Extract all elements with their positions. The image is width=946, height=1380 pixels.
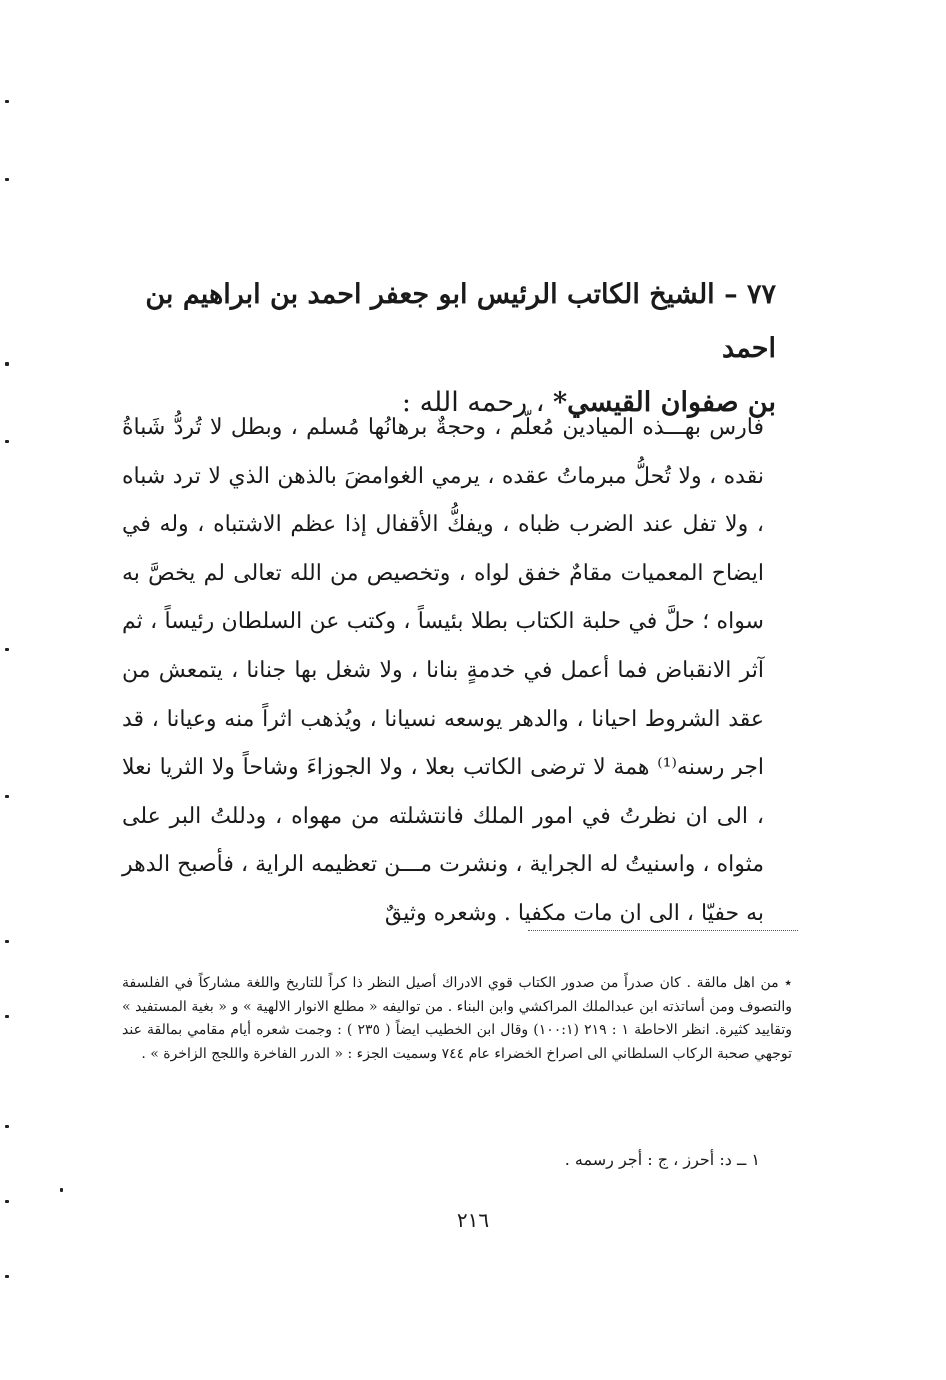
margin-mark [5, 795, 9, 798]
heading-invocation: ، رحمه الله : [401, 387, 545, 418]
margin-mark [5, 362, 9, 366]
margin-mark [5, 178, 9, 181]
heading-name-continuation: بن صفوان القيسي* [553, 387, 776, 418]
margin-mark [5, 1015, 9, 1018]
margin-mark [5, 440, 9, 443]
body-paragraph [122, 404, 764, 939]
page-number: ٢١٦ [456, 1208, 490, 1232]
margin-mark [5, 940, 9, 943]
heading-line-1: ٧٧ – الشيخ الكاتب الرئيس ابو جعفر احمد بن ابراهيم بن احمد [145, 279, 776, 364]
margin-mark [5, 648, 9, 651]
footnotes [122, 972, 792, 1066]
margin-mark [5, 1125, 9, 1128]
margin-mark [5, 1275, 9, 1278]
footnote-star: ٭ من اهل مالقة . كان صدراً من صدور الكتاب قوي الادراك أصيل النظر ذا كراً للتاريخ واللغة مشاركاً في الفلسفة والتصوف ومن أساتذته ابن عبدالملك المراكشي وابن البناء . من تواليفه « مطلع الانوار الالهية » و « بغية المستفيد » وتقاييد كثيرة. انظر الاحاطة ١ : ٢١٩ (١٠٠:١) وقال ابن الخطيب ايضاً ( ٢٣٥ ) : وجمت شعره أيام مقامي بمالقة عند توجهي صحبة الركاب السلطاني الى اصراخ الخضراء عام ٧٤٤ وسميت الجزء : « الدرر الفاخرة واللجج الزاخرة » . [122, 975, 792, 1062]
margin-mark [5, 1200, 9, 1203]
margin-speck [60, 1188, 63, 1192]
margin-mark [5, 100, 9, 103]
footnote-1: ١ ــ د: أحرز ، ج : أجر رسمه . [564, 1150, 760, 1169]
body-text: فارس بهـــذه الميادين مُعلّم ، وحجةٌ برهانُها مُسلم ، وبطل لا تُردُّ شَباةُ نقده ، ولا تُحلُّ مبرماتُ عقده ، يرمي الغوامضَ بالذهن الذي لا ترد شباه ، ولا تفل عند الضرب ظباه ، ويفكُّ الأقفال إذا عظم الاشتباه ، وله في ايضاح المعميات مقامٌ خفق لواه ، وتخصيص من الله تعالى لم يخصَّ به سواه ؛ حلَّ في حلبة الكتاب بطلا بئيساً ، وكتب عن السلطان رئيساً ، ثم آثر الانقباض فما أعمل في خدمةٍ بنانا ، ولا شغل بها جنانا ، يتمعش من عقد الشروط احيانا ، والدهر يوسعه نسيانا ، ويُذهب اثراً منه وعيانا ، قد اجر رسنه⁽¹⁾ همة لا ترضى الكاتب بعلا ، ولا الجوزاءَ وشاحاً ولا الثريا نعلا ، الى ان نظرتُ في امور الملك فانتشلته من مهواه ، ودللتُ البر على مثواه ، واسنيتُ له الجراية ، ونشرت مـــن تعظيمه الراية ، فأصبح الدهر به حفيّا ، الى ان مات مكفيا . وشعره وثيقٌ [122, 415, 764, 926]
footnote-separator [528, 930, 798, 931]
